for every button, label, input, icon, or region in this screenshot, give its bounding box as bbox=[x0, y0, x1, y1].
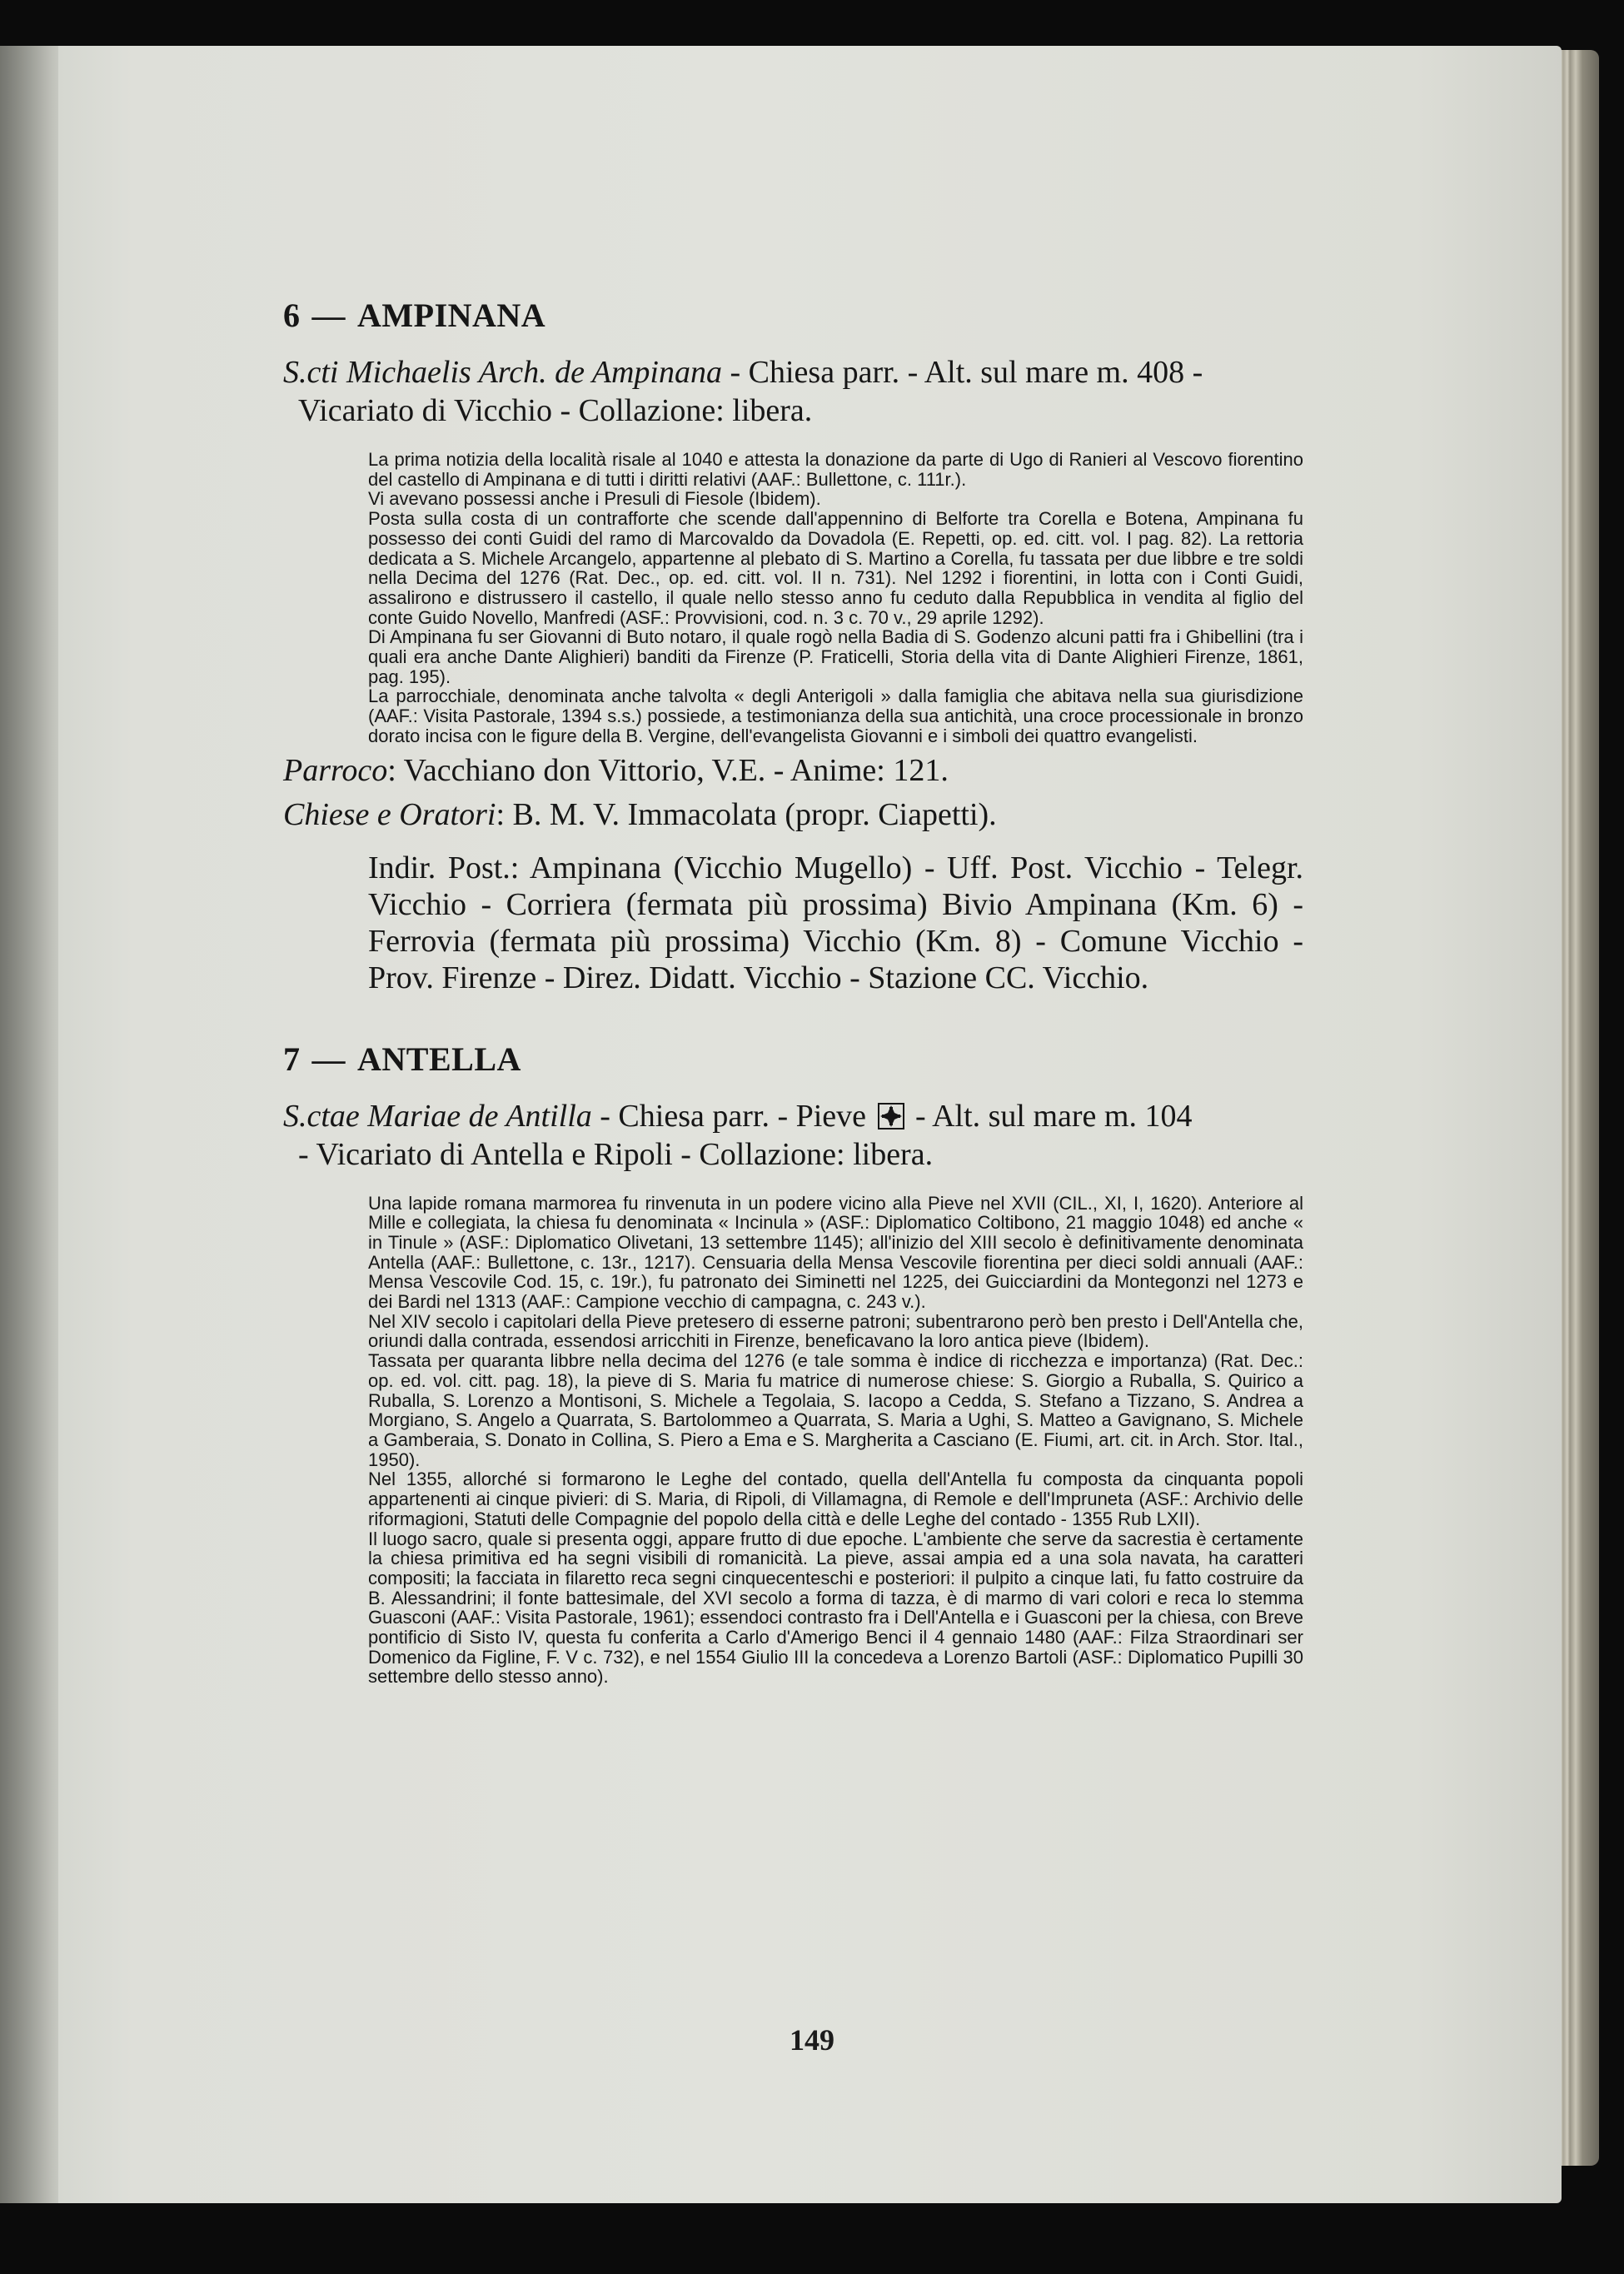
parroco-label: Parroco bbox=[283, 752, 388, 788]
section-title bbox=[283, 296, 1303, 335]
section-dash: — bbox=[311, 297, 346, 334]
church-info-altitude: - Alt. sul mare m. 104 bbox=[907, 1098, 1193, 1134]
page-number: 149 bbox=[790, 2023, 834, 2057]
parroco-line bbox=[283, 751, 1303, 790]
section-title bbox=[283, 1040, 1303, 1079]
paragraph: Nel 1355, allorché si formarono le Leghe del contado, quella dell'Antella fu composta da cinquanta popoli appartenenti ai cinque pivieri: di S. Maria, di Ripoli, di Villamagna, di Remole e dell'Impruneta (ASF.: Archivio delle riformagioni, Statuti delle Compagnie del popolo della città e delle Leghe del contado - 1355 Rub LXII). bbox=[368, 1469, 1303, 1529]
section-number: 7 bbox=[283, 1040, 301, 1078]
section-ampinana bbox=[283, 296, 1303, 996]
section-antella bbox=[283, 1040, 1303, 1688]
church-info: - Chiesa parr. - Pieve bbox=[591, 1098, 867, 1134]
paragraph: Nel XIV secolo i capitolari della Pieve pretesero di esserne patroni; subentrarono però ben presto i Dell'Antella che, oriundi dalla contrada, essendosi arricchiti in Firenze, beneficavano la loro antica pieve (Ibidem). bbox=[368, 1310, 1303, 1352]
section-dash: — bbox=[311, 1040, 346, 1078]
chiese-value: : B. M. V. Immacolata (propr. Ciapetti). bbox=[496, 796, 997, 832]
postal-address: Indir. Post.: Ampinana (Vicchio Mugello) - Uff. Post. Vicchio - Telegr. Vicchio - Corriera (fermata più prossima) Bivio Ampinana (Km. 6) - Ferrovia (fermata più prossima) Vicchio (Km. 8) - Comune Vicchio - Prov. Firenze - Direz. Didatt. Vicchio - Stazione CC. Vicchio. bbox=[368, 850, 1303, 995]
church-header bbox=[283, 1097, 1303, 1174]
church-latin-name: S.cti Michaelis Arch. de Ampinana bbox=[283, 355, 722, 390]
section-name: ANTELLA bbox=[357, 1040, 521, 1078]
paragraph: La prima notizia della località risale al 1040 e attesta la donazione da parte di Ugo di Ranieri al Vescovo fiorentino del castello di Ampinana e di tutti i diritti relativi (AAF.: Bullettone, c. 111r.). bbox=[368, 449, 1303, 490]
section-number: 6 bbox=[283, 297, 301, 334]
paragraph: La parrocchiale, denominata anche talvolta « degli Anterigoli » dalla famiglia che abitava nella sua giurisdizione (AAF.: Visita Pastorale, 1394 s.s.) possiede, a testimonianza della sua antichità, una croce processionale in bronzo dorato incisa con le figure della B. Vergine, dell'evangelista Giovanni e i simboli dei quattro evangelisti. bbox=[368, 686, 1303, 746]
church-info-continued: - Vicariato di Antella e Ripoli - Collazione: libera. bbox=[298, 1136, 934, 1172]
paragraph: Di Ampinana fu ser Giovanni di Buto notaro, il quale rogò nella Badia di S. Godenzo alcuni patti fra i Ghibellini (tra i quali era anche Dante Alighieri) banditi da Firenze (P. Fraticelli, Storia della vita di Dante Alighieri Firenze, 1861, pag. 195). bbox=[368, 626, 1303, 687]
church-info: - Chiesa parr. - Alt. sul mare m. 408 - bbox=[722, 355, 1203, 390]
history-text bbox=[368, 450, 1303, 746]
paragraph: Vi avevano possessi anche i Presuli di Fiesole (Ibidem). bbox=[368, 488, 821, 510]
section-name: AMPINANA bbox=[357, 297, 546, 334]
chiese-label: Chiese e Oratori bbox=[283, 796, 496, 832]
paragraph: Il luogo sacro, quale si presenta oggi, appare frutto di due epoche. L'ambiente che serve da sacrestia è certamente la chiesa primitiva ed ha segni visibili di romanicità. La pieve, assai ampia ed a una sola navata, ha caratteri compositi; la facciata in filaretto reca segni cinquecenteschi e posteriori: il pulpito a cinque lati, fu fatto costruire da B. Alessandrini; il fonte battesimale, del XVI secolo a forma di tazza, è di marmo di vari colori e reca lo stemma Guasconi (AAF.: Visita Pastorale, 1961); essendoci contrasto fra i Dell'Antella e i Guasconi per la chiesa, con Breve pontificio di Sisto IV, questa fu conferita a Carlo d'Amerigo Benci il 4 gennaio 1480 (AAF.: Filza Straordinari ser Domenico da Figline, F. V c. 732), e nel 1554 Giulio III la concedeva a Lorenzo Bartoli (ASF.: Diplomatico Pupilli 30 settembre dello stesso anno). bbox=[368, 1528, 1303, 1688]
pieve-cross-icon bbox=[878, 1103, 904, 1130]
parroco-value: : Vacchiano don Vittorio, V.E. - Anime: 121. bbox=[387, 752, 949, 788]
paragraph: Tassata per quaranta libbre nella decima del 1276 (e tale somma è indice di ricchezza e importanza) (Rat. Dec.: op. ed. vol. citt. pag. 18), la pieve di S. Maria fu matrice di numerose chiese: S. Giorgio a Ruballa, S. Quirico a Ruballa, S. Lorenzo a Montisoni, S. Michele a Tegolaia, S. Iacopo a Cedda, S. Stefano a Tizzano, S. Andrea a Morgiano, S. Angelo a Quarrata, S. Bartolommeo a Quarrata, S. Maria a Ughi, S. Matteo a Gavignano, S. Michele a Gamberaia, S. Donato in Collina, S. Piero a Ema e S. Margherita a Casciano (E. Fiumi, art. cit. in Arch. Stor. Ital., 1950). bbox=[368, 1350, 1303, 1470]
church-info-continued: Vicariato di Vicchio - Collazione: libera. bbox=[298, 393, 813, 428]
paragraph: Posta sulla costa di un contrafforte che scende dall'appennino di Belforte tra Corella e Botena, Ampinana fu possesso dei conti Guidi del ramo di Marcovaldo da Dovadola (E. Repetti, op. ed. citt. vol. I pag. 82). La rettoria dedicata a S. Michele Arcangelo, appartenne al plebato di S. Martino a Corella, fu tassata per due libbre e tre soldi nella Decima del 1276 (Rat. Dec., op. ed. citt. vol. II n. 731). Nel 1292 i fiorentini, in lotta con i Conti Guidi, assalirono e distrussero il castello, il quale nello stesso anno fu ceduto dalla Repubblica in vendita al figlio del conte Guido Novello, Manfredi (ASF.: Provvisioni, cod. n. 3 c. 70 v., 29 aprile 1292). bbox=[368, 508, 1303, 628]
paragraph: Una lapide romana marmorea fu rinvenuta in un podere vicino alla Pieve nel XVII (CIL., XI, I, 1620). Anteriore al Mille e collegiata, la chiesa fu denominata « Incinula » (ASF.: Diplomatico Coltibono, 21 maggio 1048) ed anche « in Tinule » (ASF.: Diplomatico Olivetani, 13 settembre 1145); all'inizio del XIII secolo è definitivamente denominata Antella (AAF.: Bullettone, c. 13r., 1217). Censuaria della Mensa Vescovile fiorentina per dieci soldi annuali (AAF.: Mensa Vescovile Cod. 15, c. 19r.), fu patronato dei Siminetti nel 1225, dei Guicciardini da Montegonzi nel 1273 e dei Bardi nel 1313 (AAF.: Campione vecchio di campagna, c. 243 v.). bbox=[368, 1192, 1303, 1313]
page-content bbox=[283, 296, 1303, 1692]
church-latin-name: S.ctae Mariae de Antilla bbox=[283, 1098, 592, 1134]
chiese-line bbox=[283, 795, 1303, 835]
history-text bbox=[368, 1194, 1303, 1688]
book-gutter bbox=[0, 46, 58, 2203]
church-header bbox=[283, 353, 1303, 430]
